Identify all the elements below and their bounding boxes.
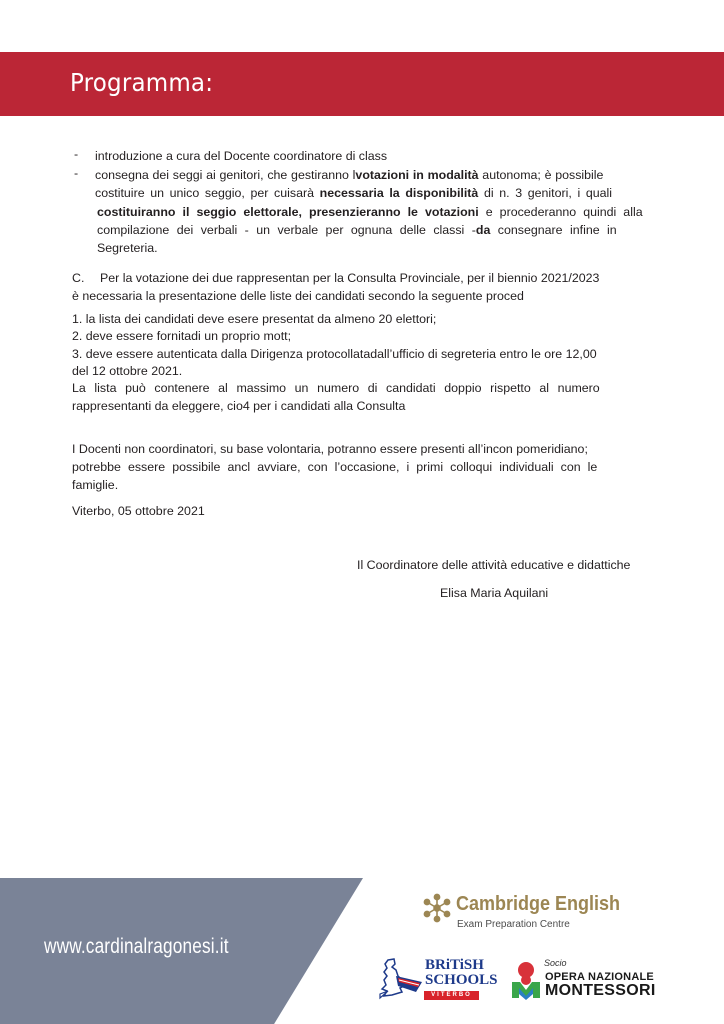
- rule-item-2: 2. deve essere fornitadi un proprio mott;: [72, 329, 292, 343]
- bullet-item-seggi-line3: costituiranno il seggio elettorale, presenzieranno le votazioni e procederanno quindi alla: [97, 205, 643, 219]
- teachers-note-line1: I Docenti non coordinatori, su base volontaria, potranno essere presenti all’incon pomeridiano;: [72, 442, 588, 456]
- montessori-line2: MONTESSORI: [545, 982, 656, 999]
- bullet-item-intro: introduzione a cura del Docente coordinatore di class: [95, 149, 388, 163]
- teachers-note-line2: potrebbe essere possibile ancl avviare, con l’occasione, i primi colloqui individuali con le: [72, 460, 598, 474]
- cambridge-snowflake-icon: [422, 893, 452, 923]
- bullet-item-seggi-line4: compilazione dei verbali - un verbale per ognuna delle classi -da consegnare infine in: [97, 223, 617, 237]
- montessori-socio: Socio: [544, 958, 567, 968]
- page-title: Programma:: [70, 68, 214, 97]
- cambridge-title: Cambridge English: [456, 893, 621, 915]
- montessori-figure-icon: [510, 958, 542, 1000]
- section-c-label: C.: [72, 271, 85, 285]
- uk-map-icon: [378, 958, 424, 1000]
- bullet-dash: -: [74, 147, 79, 161]
- cambridge-subtitle: Exam Preparation Centre: [457, 919, 570, 930]
- montessori-line1: OPERA NAZIONALE: [545, 971, 654, 983]
- bullet-item-seggi-line1: consegna dei seggi ai genitori, che gestiranno lvotazioni in modalità autonoma; è possibile: [95, 168, 604, 182]
- place-date: Viterbo, 05 ottobre 2021: [72, 504, 205, 518]
- british-schools-name: BRiTiSH SCHOOLS: [425, 957, 498, 988]
- british-schools-city: VITERBO: [424, 991, 479, 1000]
- signature-role: Il Coordinatore delle attività educative e didattiche: [357, 558, 631, 572]
- website-link[interactable]: www.cardinalragonesi.it: [44, 935, 229, 958]
- cambridge-english-logo: [422, 893, 621, 930]
- list-note-line1: La lista può contenere al massimo un numero di candidati doppio rispetto al numero: [72, 381, 600, 395]
- bullet-dash: -: [74, 166, 79, 180]
- bullet-item-seggi-line2: costituire un unico seggio, per cuisarà necessaria la disponibilità di n. 3 genitori, i quali: [95, 186, 613, 200]
- rule-item-3: 3. deve essere autenticata dalla Dirigenza protocollatadall’ufficio di segreteria entro le ore 12,00: [72, 347, 597, 361]
- montessori-logo: [510, 958, 656, 1005]
- rule-item-1: 1. la lista dei candidati deve esere presentat da almeno 20 elettori;: [72, 312, 437, 326]
- signature-name: Elisa Maria Aquilani: [440, 586, 549, 600]
- bullet-item-seggi-line5: Segreteria.: [97, 241, 158, 255]
- header-banner: [0, 52, 724, 116]
- rule-item-3-cont: del 12 ottobre 2021.: [72, 364, 183, 378]
- list-note-line2: rappresentanti da eleggere, cio4 per i candidati alla Consulta: [72, 399, 406, 413]
- section-c-line1: Per la votazione dei due rappresentan per la Consulta Provinciale, per il biennio 2021/2023: [100, 271, 600, 285]
- section-c-line2: è necessaria la presentazione delle liste dei candidati secondo la seguente proced: [72, 289, 524, 303]
- teachers-note-line3: famiglie.: [72, 478, 119, 492]
- british-schools-logo: [378, 957, 498, 1005]
